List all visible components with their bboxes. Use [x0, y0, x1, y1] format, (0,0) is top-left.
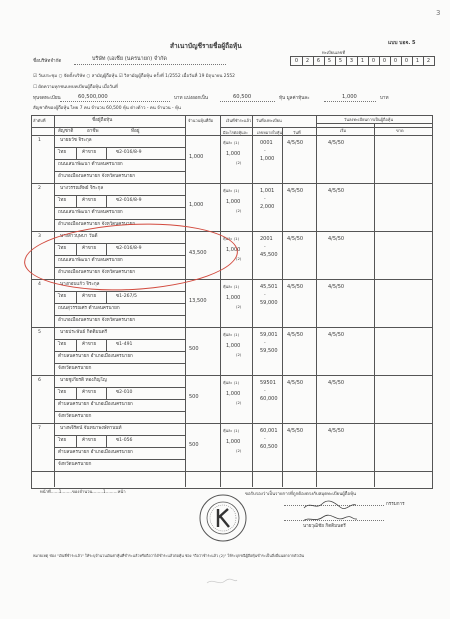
header-no: ลำดับที่	[33, 118, 46, 123]
reg-digit: 0	[390, 57, 402, 65]
start-date: 4/5/50	[328, 236, 345, 242]
certificate-from: 59501	[260, 380, 276, 386]
document-title: สำเนาบัญชีรายชื่อผู้ถือหุ้น	[170, 42, 242, 50]
address-line-2: อำเภอเมืองนครนายก จังหวัดนครนายก	[58, 222, 136, 227]
shares-held: 500	[189, 346, 199, 352]
row-number: 5	[38, 330, 41, 335]
house-number: ซ2-010	[116, 390, 133, 395]
director-label: กรรมการ	[386, 502, 405, 507]
meeting-line: ☑ วันประชุม ○ จัดตั้งบริษัท ○ สามัญผู้ถือหุ้น ☑ วิสามัญผู้ถือหุ้น ครั้งที่ 1/2552 เมื่อวันที่ 19 มิถุนายน 2552	[33, 74, 235, 79]
certificate-dash: -	[264, 389, 266, 394]
occupation: ค้าขาย	[82, 390, 97, 395]
row-rule	[76, 339, 77, 351]
header-start: เริ่ม	[340, 128, 347, 133]
paid-amount: 1,000	[226, 151, 241, 157]
registration-date: 4/5/50	[287, 140, 304, 146]
paid-amount: 1,000	[226, 343, 241, 349]
form-code: แบบ บอจ. 5	[388, 40, 416, 46]
per-share-unit-2: (2)	[236, 352, 242, 357]
row-rule	[54, 459, 185, 460]
row-rule	[76, 147, 77, 159]
row-number: 4	[38, 282, 41, 287]
signer-name: นายวุฒิชัย กิตติมนตรี	[303, 524, 346, 529]
nationality-summary: สัญชาติของผู้ถือหุ้น ไทย 7 คน จำนวน 60,500 หุ้น ต่างด้าว - คน จำนวน - หุ้น	[33, 106, 181, 111]
row-rule	[54, 147, 185, 148]
capital-label: ทุนจดทะเบียน	[33, 96, 61, 101]
reg-digit: 0	[368, 57, 380, 65]
company-name: บริษัท (เอเชีย (นครนายก) จำกัด	[92, 56, 167, 62]
row-rule	[54, 363, 185, 364]
header-paid: เงินที่ชำระแล้ว	[226, 118, 252, 123]
per-share-unit-2: (2)	[236, 400, 242, 405]
certificate-to: 59,000	[260, 300, 278, 306]
certificate-to: 59,500	[260, 348, 278, 354]
address-line-1: ถนนสุวรรณศร ตำบลนครนายก	[58, 306, 120, 311]
row-number: 1	[38, 138, 41, 143]
row-rule	[106, 291, 107, 303]
header-reg-date: วันที่ลงทะเบียน	[256, 118, 282, 123]
reg-digit: 5	[324, 57, 336, 65]
capital-unit: บาท แบ่งออกเป็น	[174, 96, 209, 101]
row-separator	[31, 375, 432, 376]
registration-date: 4/5/50	[287, 188, 304, 194]
header-nationality: สัญชาติ	[58, 129, 74, 134]
row-rule	[106, 195, 107, 207]
address-line-2: จังหวัดนครนายก	[58, 462, 92, 467]
address-line-2: จังหวัดนครนายก	[58, 366, 92, 371]
faint-stamp	[205, 572, 239, 582]
shareholder-name: นางพจีรัตน์ จันทนาพงษ์ทานนท์	[60, 426, 122, 431]
occupation: ค้าขาย	[82, 246, 97, 251]
house-number: ซ2-016/8-9	[116, 246, 142, 251]
house-number: ซ1-267/5	[116, 294, 137, 299]
address-line-2: อำเภอเมืองนครนายก จังหวัดนครนายก	[58, 174, 136, 179]
per-share-unit-2: (2)	[236, 256, 242, 261]
certificate-from: 45,501	[260, 284, 278, 290]
certificate-from: 59,001	[260, 332, 278, 338]
paid-amount: 1,000	[226, 391, 241, 397]
row-rule	[54, 351, 185, 352]
paid-amount: 1,000	[226, 199, 241, 205]
header-status: วันลงทะเบียนการเป็นผู้ถือหุ้น	[344, 117, 394, 122]
reg-digit: 1	[357, 57, 369, 65]
registration-date: 4/5/50	[287, 332, 304, 338]
address-line-2: อำเภอเมืองนครนายก จังหวัดนครนายก	[58, 270, 136, 275]
amendment-line: ☐ ผัดความทุกชนบทบทเบียนผู้ถือหุ้น เมื่อวันที่	[33, 85, 118, 90]
certificate-dash: -	[264, 293, 266, 298]
start-date: 4/5/50	[328, 332, 345, 338]
nationality: ไทย	[58, 246, 67, 251]
reg-digit: 3	[346, 57, 358, 65]
per-share-unit: หุ้นละ (1)	[223, 140, 240, 145]
shareholder-name: นางวรรณทิพย์ จิระกุล	[60, 186, 104, 191]
registration-label: ทะเบียนเลขที่	[322, 50, 345, 55]
header-address: ที่อยู่	[131, 129, 140, 134]
row-separator	[31, 327, 432, 328]
certificate-dash: -	[264, 437, 266, 442]
row-number: 3	[38, 234, 41, 239]
per-share-unit-2: (2)	[236, 160, 242, 165]
director-signature	[300, 496, 360, 508]
shares-held: 43,500	[189, 250, 207, 256]
header-occupation: อาชีพ	[87, 129, 99, 134]
notes: หมายเหตุ ช่อง "เงินที่ชำระแล้ว" ให้ระบุจำนวนเงินค่าหุ้นที่ชำระแล้วหรือถือว่าได้ชำระแล้วต่อหุ้น ช่อง "ถือว่าชำระแล้ว (2)" ให้ระบุกรณีผู้ถือหุ้นชำระเป็นสิ่งอื่นนอกจากตัวเงิน	[33, 554, 305, 558]
shareholder-name: นายธวัช จิระกุล	[60, 138, 92, 143]
shareholder-name: นางกอบแก้ว จิระกุล	[60, 282, 100, 287]
certificate-from: 60,001	[260, 428, 278, 434]
occupation: ค้าขาย	[82, 438, 97, 443]
per-share-unit-2: (2)	[236, 304, 242, 309]
occupation: ค้าขาย	[82, 198, 97, 203]
paid-amount: 1,000	[226, 439, 241, 445]
header-paid-sub: มีอะไรต่อหุ้นละ	[223, 130, 248, 135]
reg-digit: 6	[313, 57, 325, 65]
row-rule	[54, 303, 185, 304]
header-cert-no: เลขหมายใบหุ้น	[257, 130, 282, 135]
header-shares: จำนวนหุ้นที่ถือ	[188, 118, 214, 123]
company-seal	[198, 493, 248, 543]
occupation: ค้าขาย	[82, 342, 97, 347]
reg-digit: 1	[412, 57, 424, 65]
capital-value: 60,500,000	[78, 94, 108, 100]
nationality: ไทย	[58, 150, 67, 155]
nationality: ไทย	[58, 198, 67, 203]
page-number: 3	[436, 9, 441, 17]
page-count: หน้าที่......1........ของจำนวน........1.........หน้า	[40, 489, 126, 494]
baht-unit: บาท	[380, 96, 389, 101]
row-number: 7	[38, 426, 41, 431]
address-line-1: ตำบลนครนายก อำเภอเมืองนครนายก	[58, 354, 133, 359]
company-label: ชื่อบริษัทจำกัด	[33, 59, 62, 64]
nationality: ไทย	[58, 294, 67, 299]
address-line-1: ถนนเสนาพัฒนา ตำบลนครนายก	[58, 210, 123, 215]
certificate-to: 60,000	[260, 396, 278, 402]
certificate-from: 1,001	[260, 188, 275, 194]
shares-total: 60,500	[233, 94, 252, 100]
reg-digit: 0	[401, 57, 413, 65]
shares-held: 500	[189, 442, 199, 448]
row-separator	[31, 183, 432, 184]
row-rule	[76, 195, 77, 207]
nationality: ไทย	[58, 438, 67, 443]
header-date: วันที่	[293, 130, 301, 135]
address-line-2: จังหวัดนครนายก	[58, 414, 92, 419]
row-rule	[54, 171, 185, 172]
registration-date: 4/5/50	[287, 428, 304, 434]
per-share-unit-2: (2)	[236, 208, 242, 213]
certificate-to: 60,500	[260, 444, 278, 450]
per-share-unit: หุ้นละ (1)	[223, 428, 240, 433]
registration-date: 4/5/50	[287, 236, 304, 242]
shares-held: 1,000	[189, 154, 204, 160]
row-rule	[54, 447, 185, 448]
row-rule	[54, 315, 185, 316]
paid-amount: 1,000	[226, 295, 241, 301]
row-rule	[54, 339, 185, 340]
occupation: ค้าขาย	[82, 294, 97, 299]
certificate-from: 0001	[260, 140, 273, 146]
start-date: 4/5/50	[328, 188, 345, 194]
share-value: 1,000	[342, 94, 357, 100]
registration-date: 4/5/50	[287, 380, 304, 386]
shareholder-name: นายชูเกียรติ ทองภิญโญ	[60, 378, 107, 383]
header-name: ชื่อผู้ถือหุ้น	[92, 118, 113, 123]
per-share-unit: หุ้นละ (1)	[223, 236, 240, 241]
row-rule	[106, 435, 107, 447]
row-rule	[76, 291, 77, 303]
start-date: 4/5/50	[328, 284, 345, 290]
shares-held: 13,500	[189, 298, 207, 304]
address-line-1: ถนนเสนาพัฒนา ตำบลนครนายก	[58, 258, 123, 263]
reg-digit: 2	[302, 57, 314, 65]
address-line-2: อำเภอเมืองนครนายก จังหวัดนครนายก	[58, 318, 136, 323]
start-date: 4/5/50	[328, 140, 345, 146]
shares-held: 500	[189, 394, 199, 400]
nationality: ไทย	[58, 390, 67, 395]
per-share-unit: หุ้นละ (1)	[223, 284, 240, 289]
occupation: ค้าขาย	[82, 150, 97, 155]
registration-date: 4/5/50	[287, 284, 304, 290]
start-date: 4/5/50	[328, 428, 345, 434]
nationality: ไทย	[58, 342, 67, 347]
row-rule	[106, 147, 107, 159]
shareholder-name: นางสาวบุษบา วันดี	[60, 234, 98, 239]
certificate-dash: -	[264, 197, 266, 202]
shares-held: 1,000	[189, 202, 204, 208]
house-number: ซ2-016/8-9	[116, 150, 142, 155]
certificate-to: 1,000	[260, 156, 275, 162]
certificate-dash: -	[264, 245, 266, 250]
certificate-to: 45,500	[260, 252, 278, 258]
house-number: ซ1-056	[116, 438, 133, 443]
house-number: ซ2-016/8-9	[116, 198, 142, 203]
house-number: ซ1-491	[116, 342, 133, 347]
row-rule	[106, 387, 107, 399]
row-rule	[54, 435, 185, 436]
header-end: ขาด	[396, 128, 404, 133]
row-rule	[54, 195, 185, 196]
row-rule	[54, 207, 185, 208]
certificate-to: 2,000	[260, 204, 275, 210]
row-rule	[76, 387, 77, 399]
reg-digit: 0	[379, 57, 391, 65]
per-share-unit: หุ้นละ (1)	[223, 188, 240, 193]
address-line-1: ตำบลนครนายก อำเภอเมืองนครนายก	[58, 450, 133, 455]
certify-text: ขอรับรองว่าเป็นรายการที่ถูกต้องตรงกับสมุดทะเบียนผู้ถือหุ้น	[245, 492, 356, 497]
reg-digit: 5	[335, 57, 347, 65]
row-separator	[31, 423, 432, 424]
share-value-label: หุ้น มูลค่าหุ้นละ	[279, 96, 310, 101]
shareholder-name: นายประพันธ์ กิตติมนตรี	[60, 330, 108, 335]
certificate-dash: -	[264, 149, 266, 154]
start-date: 4/5/50	[328, 380, 345, 386]
certificate-from: 2001	[260, 236, 273, 242]
row-rule	[54, 399, 185, 400]
row-rule	[76, 435, 77, 447]
reg-digit: 2	[426, 58, 431, 64]
reg-digit: 0	[291, 57, 303, 65]
row-rule	[54, 411, 185, 412]
row-number: 2	[38, 186, 41, 191]
paid-amount: 1,000	[226, 247, 241, 253]
row-rule	[54, 219, 185, 220]
row-rule	[54, 159, 185, 160]
address-line-1: ถนนเสนาพัฒนา ตำบลนครนายก	[58, 162, 123, 167]
per-share-unit: หุ้นละ (1)	[223, 332, 240, 337]
row-separator	[31, 471, 432, 472]
certificate-dash: -	[264, 341, 266, 346]
per-share-unit: หุ้นละ (1)	[223, 380, 240, 385]
row-rule	[54, 387, 185, 388]
row-number: 6	[38, 378, 41, 383]
registration-number-box	[290, 56, 435, 66]
address-line-1: ตำบลนครนายก อำเภอเมืองนครนายก	[58, 402, 133, 407]
row-rule	[54, 291, 185, 292]
per-share-unit-2: (2)	[236, 448, 242, 453]
row-rule	[106, 339, 107, 351]
